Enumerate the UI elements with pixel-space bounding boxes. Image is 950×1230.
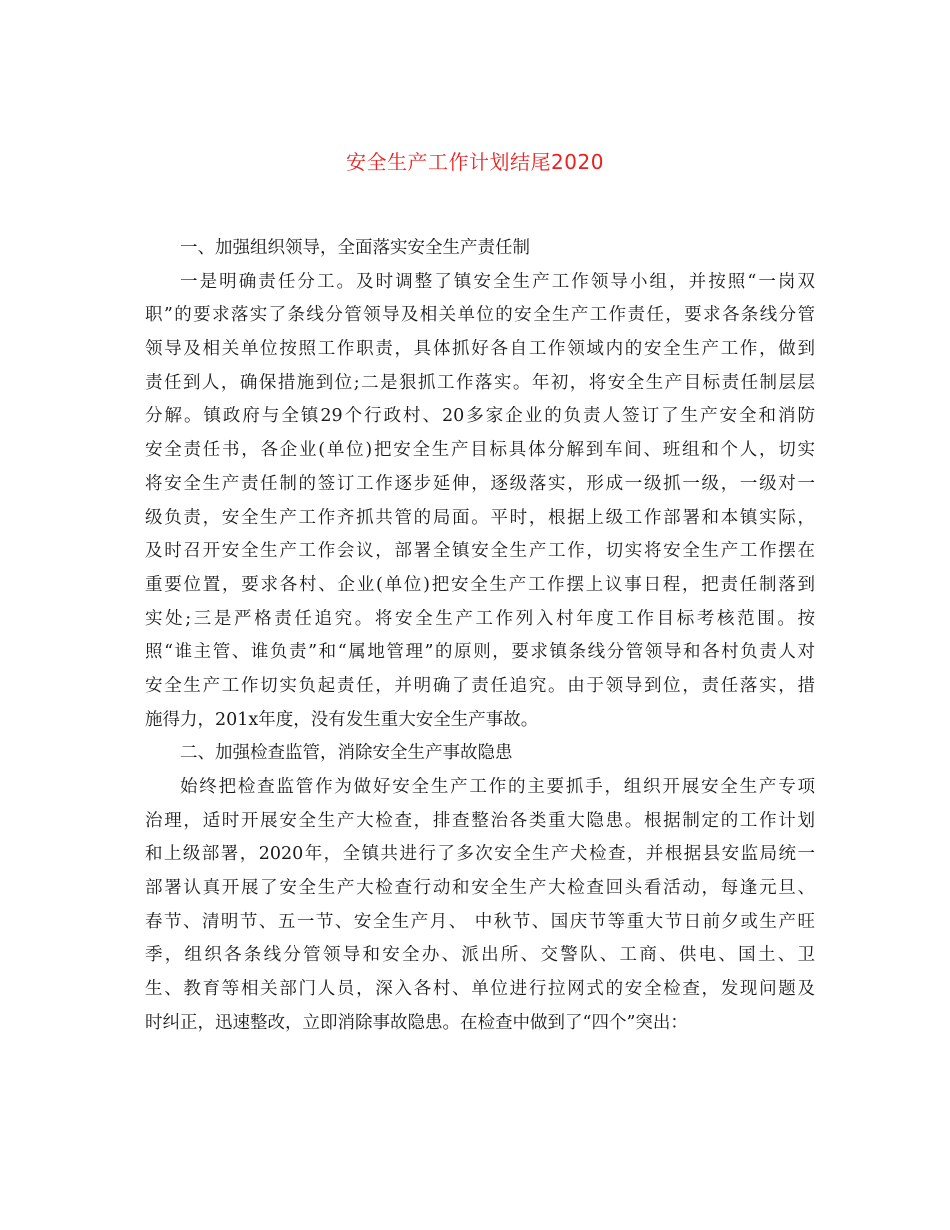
text-line: 实处;三是严格责任追究。将安全生产工作列入村年度工作目标考核范围。按 (145, 608, 815, 629)
text-line: 春节、清明节、五一节、安全生产月、 中秋节、国庆节等重大节日前夕或生产旺 (145, 911, 815, 932)
text-line: 始终把检查监管作为做好安全生产工作的主要抓手，组织开展安全生产专项 (180, 777, 815, 797)
text-line: 一是明确责任分工。及时调整了镇安全生产工作领导小组，并按照“一岗双 (180, 271, 815, 292)
text-line: 和上级部署，2020年，全镇共进行了多次安全生产犬检查，并根据县安监局统一 (145, 844, 815, 865)
text-line: 安全生产工作切实负起责任，并明确了责任追究。由于领导到位，责任落实，措 (145, 675, 815, 696)
text-line: 时纠正，迅速整改，立即消除事故隐患。在检查中做到了“四个”突出： (145, 1012, 688, 1033)
text-line: 一、加强组织领导，全面落实安全生产责任制 (180, 238, 530, 258)
text-line: 季，组织各条线分管领导和安全办、派出所、交警队、工商、供电、国土、卫 (145, 945, 815, 966)
text-line: 治理，适时开展安全生产大检查，排查整治各类重大隐患。根据制定的工作计划 (145, 810, 815, 831)
text-line: 级负责，安全生产工作齐抓共管的局面。平时，根据上级工作部署和本镇实际， (145, 507, 815, 528)
text-line: 重要位置，要求各村、企业(单位)把安全生产工作摆上议事日程，把责任制落到 (145, 574, 815, 595)
text-line: 将安全生产责任制的签订工作逐步延伸，逐级落实，形成一级抓一级，一级对一 (145, 473, 815, 494)
text-line: 施得力，201x年度，没有发生重大安全生产事故。 (145, 709, 539, 730)
text-line: 领导及相关单位按照工作职责，具体抓好各自工作领域内的安全生产工作，做到 (145, 339, 815, 360)
text-line: 及时召开安全生产工作会议，部署全镇安全生产工作，切实将安全生产工作摆在 (145, 541, 815, 562)
text-line: 部署认真开展了安全生产大检查行动和安全生产大检查回头看活动，每逢元旦、 (145, 878, 815, 899)
text-line: 分解。镇政府与全镇29个行政村、20多家企业的负责人签订了生产安全和消防 (145, 406, 815, 427)
text-line: 照“谁主管、谁负责”和“属地管理”的原则，要求镇条线分管领导和各村负责人对 (145, 642, 815, 663)
text-line: 生、教育等相关部门人员，深入各村、单位进行拉网式的安全检查，发现问题及 (145, 979, 815, 1000)
document-title: 安全生产工作计划结尾2020 (346, 150, 604, 174)
text-line: 二、加强检查监管，消除安全生产事故隐患 (180, 743, 513, 764)
text-line: 职”的要求落实了条线分管领导及相关单位的安全生产工作责任，要求各条线分管 (145, 305, 815, 326)
document-body (145, 232, 815, 1041)
text-line: 安全责任书，各企业(单位)把安全生产目标具体分解到车间、班组和个人，切实 (145, 440, 815, 461)
text-line: 责任到人，确保措施到位;二是狠抓工作落实。年初，将安全生产目标责任制层层 (145, 372, 815, 393)
